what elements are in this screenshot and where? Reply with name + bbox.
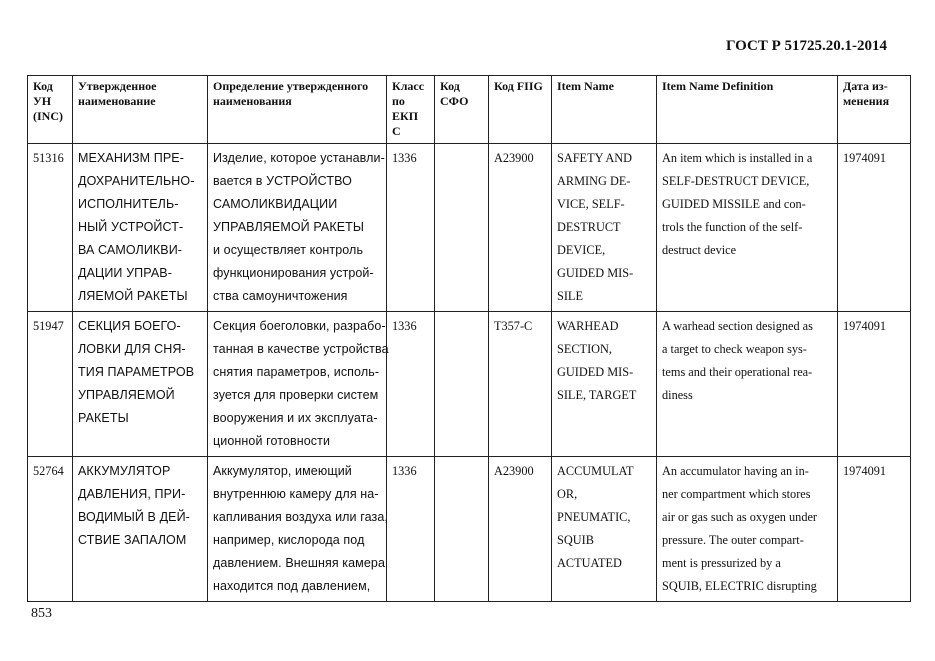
cell-text-line: OR,: [557, 487, 578, 501]
cell-inc: [28, 457, 73, 602]
cell-sfo: [435, 312, 489, 457]
cell-text-line: SILE: [557, 289, 583, 303]
table-row: [28, 312, 911, 457]
cell-text-line: ЛОВКИ ДЛЯ СНЯ-: [78, 342, 186, 356]
col-header-approved-name: Утвержденное наименование: [73, 76, 208, 144]
cell-text-line: АККУМУЛЯТОР: [78, 464, 171, 478]
cell-item-definition: [657, 312, 838, 457]
cell-text: T357-C: [494, 319, 533, 333]
cell-text-line: ТИЯ ПАРАМЕТРОВ: [78, 365, 195, 379]
cell-text-line: Секция боеголовки, разрабо-: [213, 319, 386, 333]
cell-text-line: ВА САМОЛИКВИ-: [78, 243, 183, 257]
cell-fiig: [489, 144, 552, 312]
cell-text-line: МЕХАНИЗМ ПРЕ-: [78, 151, 184, 165]
cell-text: 1974091: [843, 464, 887, 478]
col-header-class: Класс по ЕКП С: [387, 76, 435, 144]
cell-text-line: GUIDED MIS-: [557, 266, 634, 280]
cell-item-name: [552, 457, 657, 602]
cell-text: 51316: [33, 151, 64, 165]
cell-text-line: САМОЛИКВИДАЦИИ: [213, 197, 338, 211]
cell-text: 1336: [392, 319, 417, 333]
cell-text-line: находится под давлением,: [213, 579, 371, 593]
cell-text-line: DESTRUCT: [557, 220, 621, 234]
cell-text-line: капливания воздуха или газа,: [213, 510, 388, 524]
table-row: [28, 144, 911, 312]
cell-text-line: ЛЯЕМОЙ РАКЕТЫ: [78, 289, 188, 303]
cell-text-line: air or gas such as oxygen under: [662, 510, 818, 524]
cell-text: A23900: [494, 464, 534, 478]
cell-text-line: PNEUMATIC,: [557, 510, 631, 524]
cell-text: 1974091: [843, 151, 887, 165]
cell-text-line: SQUIB: [557, 533, 594, 547]
cell-text-line: Аккумулятор, имеющий: [213, 464, 352, 478]
cell-fiig: [489, 457, 552, 602]
cell-text-line: ARMING DE-: [557, 174, 631, 188]
cell-item-definition: [657, 144, 838, 312]
catalog-table: [27, 75, 911, 602]
cell-text: A23900: [494, 151, 534, 165]
cell-text-line: РАКЕТЫ: [78, 411, 129, 425]
cell-text-line: GUIDED MISSILE and con-: [662, 197, 806, 211]
document-header: ГОСТ Р 51725.20.1-2014: [725, 38, 887, 54]
cell-change-date: [838, 144, 911, 312]
cell-text-line: ACCUMULAT: [557, 464, 634, 478]
cell-text-line: diness: [662, 388, 693, 402]
cell-inc: [28, 144, 73, 312]
cell-text-line: ДАВЛЕНИЯ, ПРИ-: [78, 487, 186, 501]
cell-text-line: и осуществляет контроль: [213, 243, 364, 257]
cell-text-line: вается в УСТРОЙСТВО: [213, 174, 352, 188]
cell-sfo: [435, 144, 489, 312]
cell-definition: [208, 144, 387, 312]
cell-text-line: tems and their operational rea-: [662, 365, 813, 379]
cell-text-line: VICE, SELF-: [557, 197, 625, 211]
cell-text-line: например, кислорода под: [213, 533, 365, 547]
col-header-inc: Код УН (INC): [28, 76, 73, 144]
cell-item-name: [552, 144, 657, 312]
col-header-definition: Определение утвержденного наименования: [208, 76, 387, 144]
cell-text: 1974091: [843, 319, 887, 333]
cell-text: [440, 315, 483, 338]
cell-text-line: ИСПОЛНИТЕЛЬ-: [78, 197, 179, 211]
cell-text-line: ДОХРАНИТЕЛЬНО-: [78, 174, 195, 188]
cell-text-line: ner compartment which stores: [662, 487, 811, 501]
cell-text-line: вооружения и их эксплуата-: [213, 411, 378, 425]
cell-text-line: функционирования устрой-: [213, 266, 374, 280]
cell-text-line: зуется для проверки систем: [213, 388, 379, 402]
cell-text: [440, 460, 483, 483]
cell-text: 52764: [33, 464, 64, 478]
cell-approved-name: [73, 144, 208, 312]
cell-text-line: НЫЙ УСТРОЙСТ-: [78, 220, 184, 234]
cell-text-line: SECTION,: [557, 342, 612, 356]
col-header-item-name: Item Name: [552, 76, 657, 144]
cell-text-line: trols the function of the self-: [662, 220, 803, 234]
col-header-sfo: Код СФО: [435, 76, 489, 144]
cell-text-line: destruct device: [662, 243, 737, 257]
cell-item-name: [552, 312, 657, 457]
cell-text-line: СЕКЦИЯ БОЕГО-: [78, 319, 181, 333]
cell-change-date: [838, 457, 911, 602]
cell-approved-name: [73, 312, 208, 457]
cell-change-date: [838, 312, 911, 457]
cell-class: [387, 457, 435, 602]
col-header-item-definition: Item Name Definition: [657, 76, 838, 144]
cell-text-line: танная в качестве устройства: [213, 342, 389, 356]
cell-text-line: ства самоуничтожения: [213, 289, 348, 303]
cell-text-line: An accumulator having an in-: [662, 464, 809, 478]
cell-text-line: pressure. The outer compart-: [662, 533, 804, 547]
cell-text-line: SELF-DESTRUCT DEVICE,: [662, 174, 810, 188]
cell-text-line: SQUIB, ELECTRIC disrupting: [662, 579, 817, 593]
cell-text-line: внутреннюю камеру для на-: [213, 487, 379, 501]
cell-definition: [208, 312, 387, 457]
cell-text-line: Изделие, которое устанавли-: [213, 151, 385, 165]
cell-text-line: давлением. Внешняя камера: [213, 556, 386, 570]
cell-definition: [208, 457, 387, 602]
cell-text-line: DEVICE,: [557, 243, 606, 257]
cell-text-line: УПРАВЛЯЕМОЙ РАКЕТЫ: [213, 220, 365, 234]
cell-sfo: [435, 457, 489, 602]
cell-text-line: ционной готовности: [213, 434, 331, 448]
col-header-change-date: Дата из-менения: [838, 76, 911, 144]
cell-class: [387, 312, 435, 457]
cell-item-definition: [657, 457, 838, 602]
col-header-fiig: Код FIIG: [489, 76, 552, 144]
cell-text-line: a target to check weapon sys-: [662, 342, 807, 356]
table-header-row: [28, 76, 911, 144]
cell-text-line: SILE, TARGET: [557, 388, 637, 402]
cell-text-line: An item which is installed in a: [662, 151, 813, 165]
cell-fiig: [489, 312, 552, 457]
cell-text-line: WARHEAD: [557, 319, 619, 333]
cell-text-line: УПРАВЛЯЕМОЙ: [78, 388, 175, 402]
cell-text: 51947: [33, 319, 64, 333]
cell-text: 1336: [392, 464, 417, 478]
page-number: 853: [31, 606, 52, 621]
table-row: [28, 457, 911, 602]
cell-text-line: ДАЦИИ УПРАВ-: [78, 266, 172, 280]
cell-text-line: ВОДИМЫЙ В ДЕЙ-: [78, 510, 190, 524]
cell-text-line: SAFETY AND: [557, 151, 633, 165]
cell-text: 1336: [392, 151, 417, 165]
cell-class: [387, 144, 435, 312]
cell-inc: [28, 312, 73, 457]
cell-approved-name: [73, 457, 208, 602]
cell-text-line: СТВИЕ ЗАПАЛОМ: [78, 533, 187, 547]
cell-text-line: снятия параметров, исполь-: [213, 365, 380, 379]
cell-text-line: A warhead section designed as: [662, 319, 813, 333]
cell-text: [440, 147, 483, 170]
cell-text-line: GUIDED MIS-: [557, 365, 634, 379]
cell-text-line: ment is pressurized by a: [662, 556, 781, 570]
cell-text-line: ACTUATED: [557, 556, 622, 570]
